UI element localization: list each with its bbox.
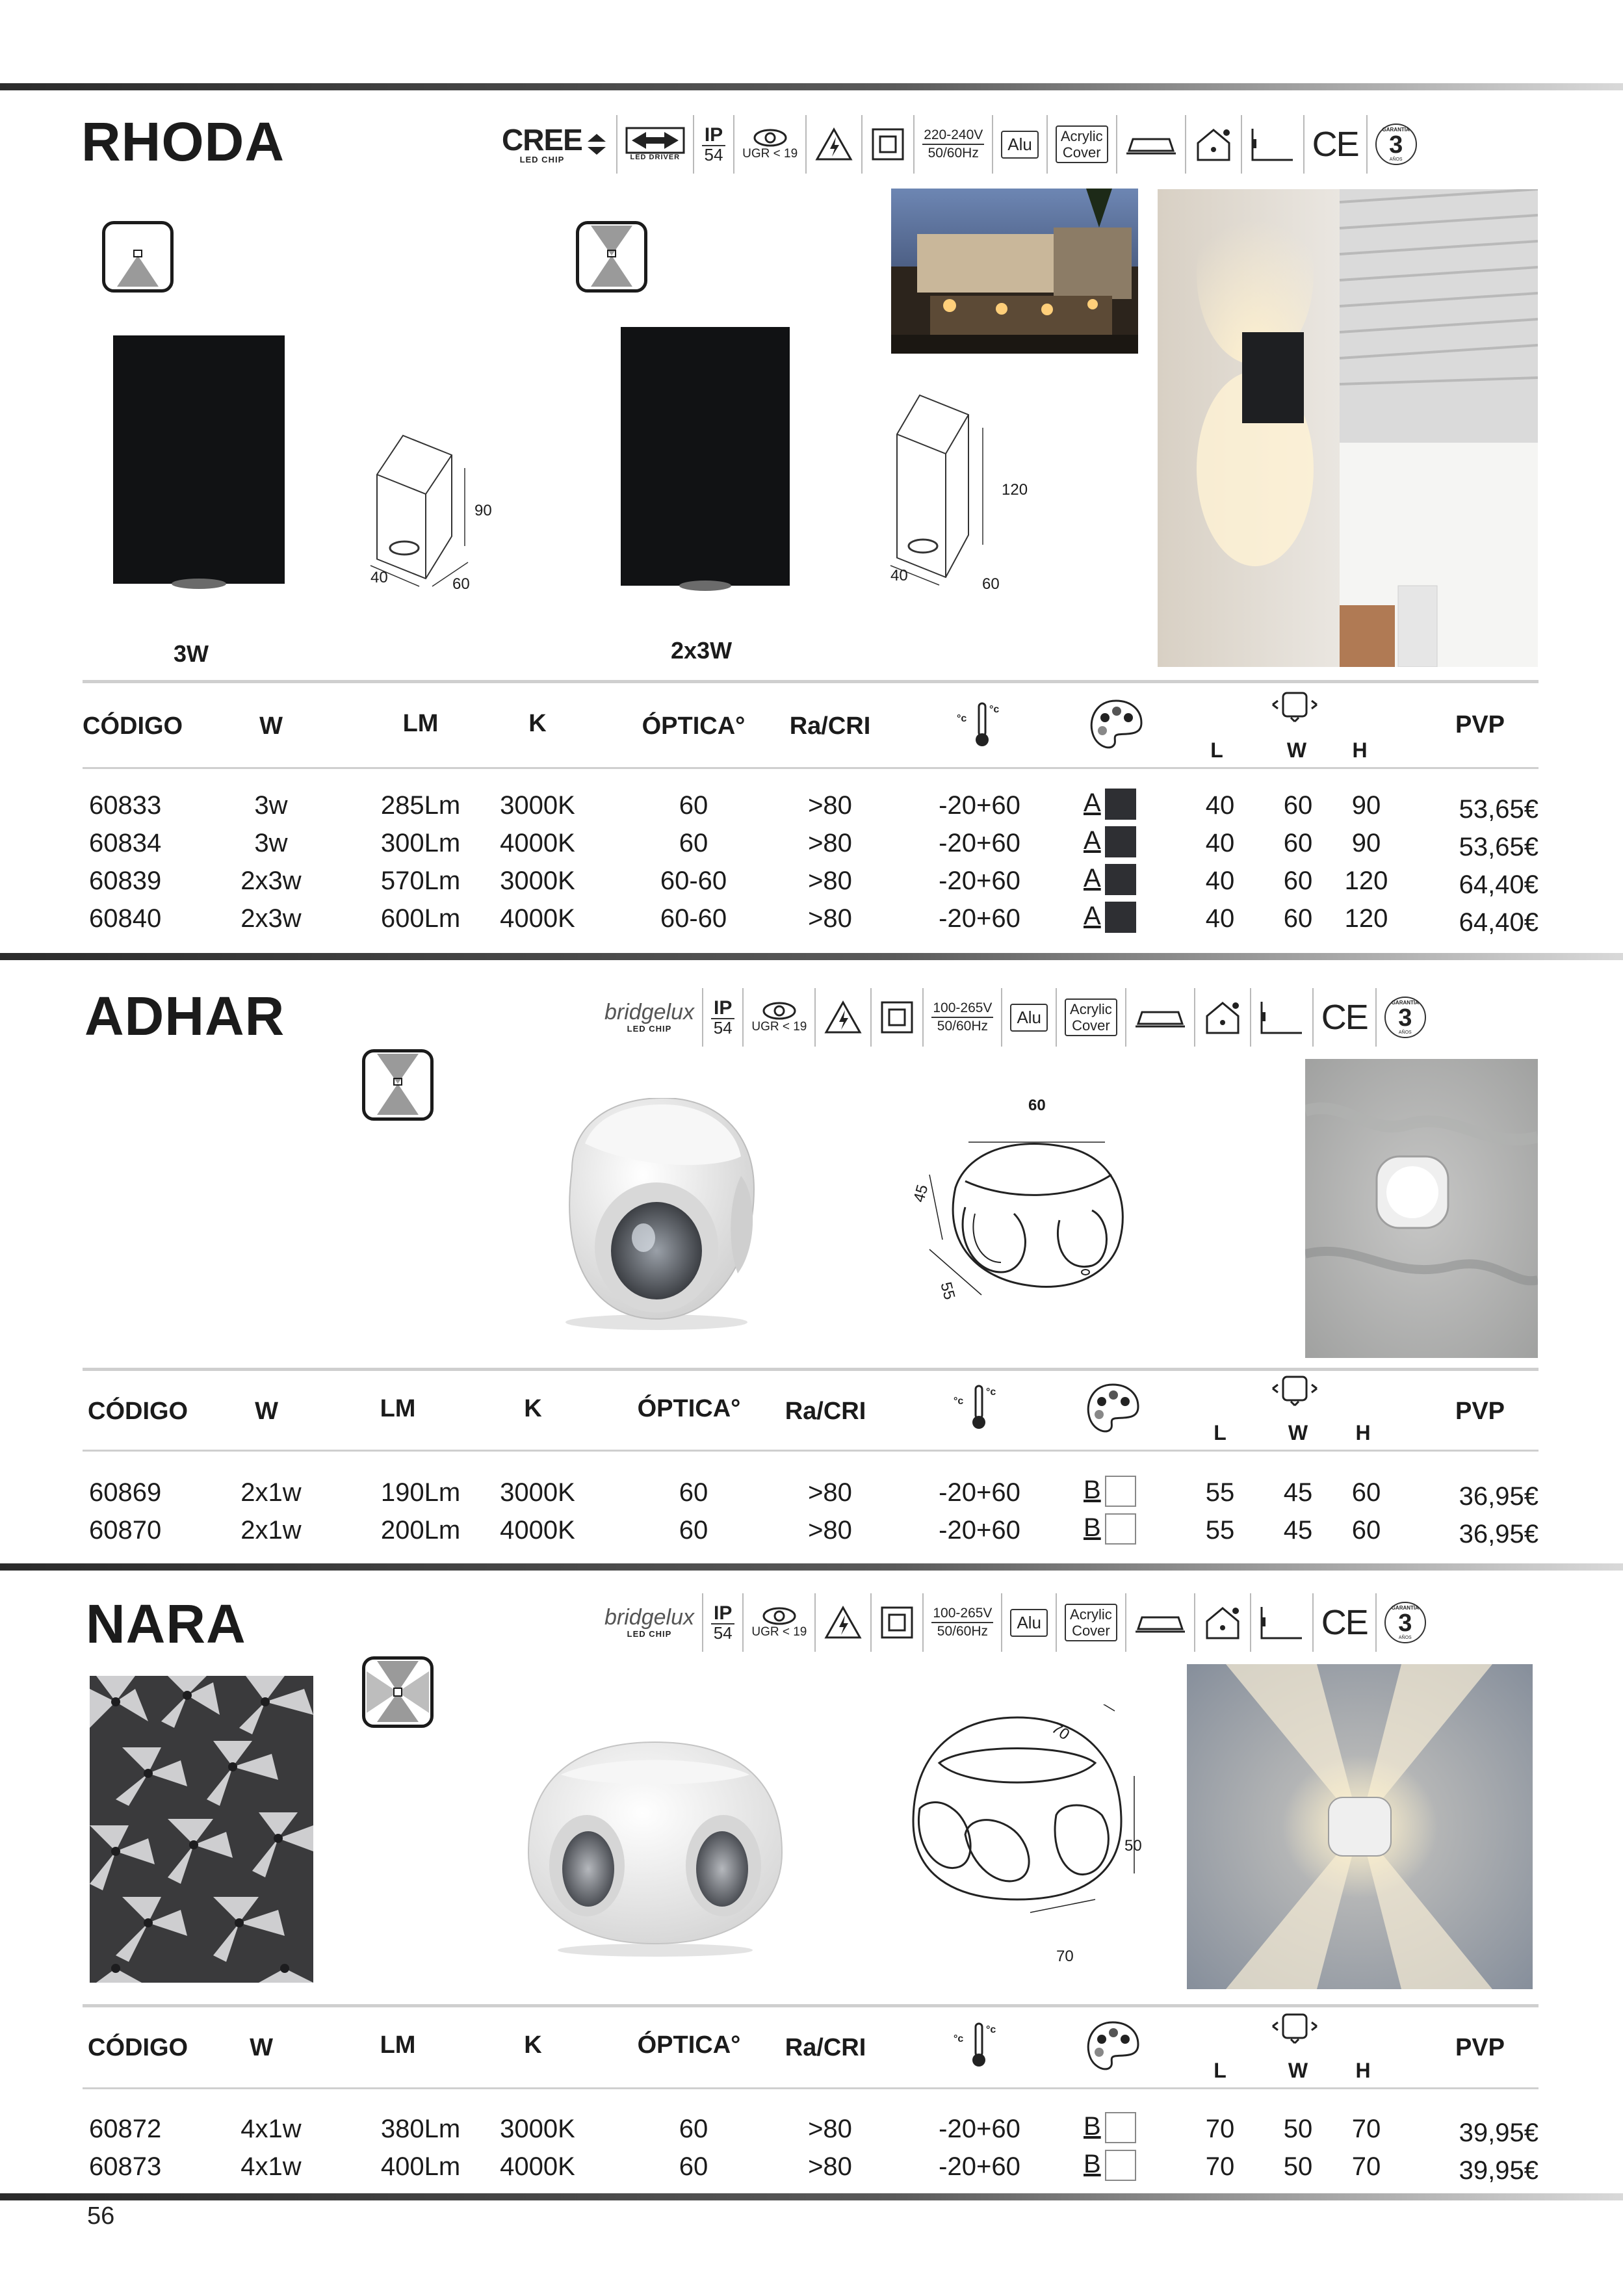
table-cell-finish	[1084, 1476, 1155, 1507]
table-cell-h: 70	[1351, 2152, 1381, 2181]
table-cell-optica: 60-60	[660, 867, 727, 895]
th-optica: ÓPTICA°	[642, 712, 746, 740]
table-cell-wd: 60	[1283, 867, 1313, 895]
adhar-dim-d: 45	[910, 1182, 932, 1205]
table-cell-ra: >80	[808, 2115, 852, 2143]
bridgelux-chip-icon: bridgelux LED CHIP	[597, 1593, 703, 1652]
table-cell-temp: -20+60	[939, 2152, 1020, 2181]
th-w: W	[259, 712, 283, 740]
th-ra: Ra/CRI	[785, 1398, 866, 1425]
indoor-outdoor-icon	[1186, 115, 1242, 174]
table-cell-finish	[1084, 789, 1155, 820]
table-cell-optica: 60	[679, 829, 708, 857]
eye-icon	[753, 128, 788, 148]
adhar-dim-w: 60	[1028, 1097, 1046, 1114]
table-cell-w: 2x1w	[240, 1478, 302, 1507]
finish-swatch	[1105, 826, 1136, 857]
rhoda-3w-product-image	[113, 335, 285, 589]
product-title-nara: NARA	[86, 1593, 246, 1654]
svg-text:°c: °c	[986, 2024, 996, 2035]
table-cell-h: 120	[1344, 867, 1388, 895]
table-cell-finish	[1084, 864, 1155, 895]
finish-swatch	[1105, 1476, 1136, 1507]
th-ra: Ra/CRI	[789, 712, 871, 740]
finish-palette-icon	[1087, 698, 1145, 759]
product-title-rhoda: RHODA	[81, 111, 285, 172]
finish-swatch	[1105, 789, 1136, 820]
nara-product-image	[515, 1736, 795, 1957]
table-cell-pvp: 36,95€	[1459, 1520, 1539, 1548]
adhar-dimension-drawing	[903, 1136, 1137, 1305]
th-lm: LM	[402, 710, 439, 737]
table-cell-optica: 60	[679, 791, 708, 820]
table-cell-codigo: 60869	[89, 1478, 162, 1507]
table-cell-codigo: 60840	[89, 904, 162, 933]
th-k: K	[524, 2031, 542, 2059]
nara-section	[0, 1571, 1623, 2193]
table-cell-lm: 570Lm	[380, 867, 461, 895]
rhoda-adhar-separator-bar	[0, 953, 1623, 960]
table-cell-ra: >80	[808, 904, 852, 933]
ip-rating-icon: IP 54	[694, 115, 734, 174]
table-cell-h: 120	[1344, 904, 1388, 933]
table-cell-pvp: 39,95€	[1459, 2119, 1539, 2147]
table-cell-lm: 380Lm	[380, 2115, 461, 2143]
rhoda-dim-large-w: 40	[890, 567, 908, 584]
acrylic-cover-icon: Acrylic Cover	[1057, 1593, 1126, 1652]
ip-rating-icon: IP 54	[703, 1593, 744, 1652]
table-cell-k: 3000K	[500, 791, 575, 820]
svg-text:°c: °c	[986, 1387, 996, 1398]
rhoda-spec-icons	[494, 113, 1425, 176]
adhar-spec-table	[83, 1368, 1539, 1563]
surface-mount-icon	[1126, 988, 1195, 1047]
adhar-nara-separator-bar	[0, 1563, 1623, 1571]
table-cell-k: 3000K	[500, 867, 575, 895]
th-w: W	[250, 2034, 273, 2061]
th-ra: Ra/CRI	[785, 2034, 866, 2061]
rhoda-2x3w-dimension-drawing	[884, 389, 1020, 597]
beam-down-icon	[102, 221, 174, 293]
nara-spec-icons	[597, 1591, 1434, 1654]
finish-palette-icon	[1084, 1382, 1142, 1443]
table-cell-ra: >80	[808, 2152, 852, 2181]
table-cell-wd: 60	[1283, 791, 1313, 820]
electric-warning-icon	[807, 115, 863, 174]
table-cell-l: 70	[1205, 2152, 1235, 2181]
table-cell-optica: 60-60	[660, 904, 727, 933]
table-cell-w: 3w	[254, 791, 288, 820]
th-optica: ÓPTICA°	[637, 1395, 741, 1422]
th-pvp: PVP	[1455, 2034, 1505, 2061]
ugr-eye-icon: UGR < 19	[744, 1593, 816, 1652]
rhoda-spec-table	[83, 680, 1539, 953]
table-cell-optica: 60	[679, 1516, 708, 1545]
rhoda-dim-large-d: 60	[982, 575, 1000, 593]
ce-mark-icon: CE	[1314, 988, 1377, 1047]
bridgelux-chip-icon: bridgelux LED CHIP	[597, 988, 703, 1047]
th-w: W	[255, 1398, 278, 1425]
table-cell-finish	[1084, 826, 1155, 857]
table-cell-finish	[1084, 902, 1155, 933]
table-cell-k: 3000K	[500, 1478, 575, 1507]
class-ii-icon	[872, 988, 924, 1047]
th-lm: LM	[380, 2031, 416, 2059]
table-cell-ra: >80	[808, 829, 852, 857]
table-cell-codigo: 60873	[89, 2152, 162, 2181]
table-cell-h: 60	[1351, 1516, 1381, 1545]
table-cell-pvp: 36,95€	[1459, 1482, 1539, 1511]
table-cell-pvp: 53,65€	[1459, 833, 1539, 861]
table-cell-codigo: 60870	[89, 1516, 162, 1545]
th-dim-w: W	[1288, 2059, 1308, 2082]
table-cell-h: 60	[1351, 1478, 1381, 1507]
table-cell-w: 2x3w	[240, 904, 302, 933]
nara-dim-d: 70	[1056, 1948, 1074, 1965]
finish-code: A	[1084, 789, 1101, 817]
cree-chip-icon: CREE LED CHIP	[494, 115, 617, 174]
table-cell-temp: -20+60	[939, 829, 1020, 857]
table-cell-codigo: 60872	[89, 2115, 162, 2143]
th-codigo: CÓDIGO	[88, 1398, 188, 1425]
th-codigo: CÓDIGO	[88, 2034, 188, 2061]
product-title-adhar: ADHAR	[84, 985, 285, 1047]
finish-swatch	[1105, 902, 1136, 933]
page-number: 56	[87, 2202, 115, 2230]
chevron-updown-icon	[585, 131, 608, 157]
nara-spec-table	[83, 2004, 1539, 2193]
table-cell-pvp: 39,95€	[1459, 2156, 1539, 2185]
beam-four-way-icon	[362, 1656, 434, 1728]
adhar-section	[0, 960, 1623, 1563]
th-pvp: PVP	[1455, 711, 1505, 738]
finish-swatch	[1105, 864, 1136, 895]
dimensions-box-icon	[1269, 686, 1321, 732]
rhoda-dim-small-w: 40	[370, 569, 388, 586]
driver-arrow-icon	[625, 127, 685, 154]
th-dim-l: L	[1210, 738, 1223, 762]
table-cell-codigo: 60839	[89, 867, 162, 895]
table-cell-l: 40	[1205, 867, 1235, 895]
table-cell-wd: 50	[1283, 2152, 1313, 2181]
th-dim-l: L	[1214, 1421, 1227, 1444]
finish-code: B	[1084, 2112, 1101, 2141]
table-cell-lm: 190Lm	[380, 1478, 461, 1507]
table-cell-optica: 60	[679, 1478, 708, 1507]
surface-mount-icon	[1126, 1593, 1195, 1652]
ugr-eye-icon: UGR < 19	[744, 988, 816, 1047]
table-cell-codigo: 60833	[89, 791, 162, 820]
voltage-icon: 220-240V 50/60Hz	[915, 115, 993, 174]
table-cell-finish	[1084, 2112, 1155, 2143]
alu-icon: Alu	[1002, 1593, 1057, 1652]
electric-warning-icon	[816, 1593, 872, 1652]
th-dim-l: L	[1214, 2059, 1227, 2082]
table-cell-temp: -20+60	[939, 2115, 1020, 2143]
table-cell-l: 55	[1205, 1516, 1235, 1545]
table-cell-l: 40	[1205, 904, 1235, 933]
nara-wall-glow-photo	[1187, 1664, 1533, 1989]
caption-2x3w: 2x3W	[671, 637, 733, 664]
table-cell-ra: >80	[808, 791, 852, 820]
finish-swatch	[1105, 1513, 1136, 1545]
table-cell-wd: 50	[1283, 2115, 1313, 2143]
voltage-icon: 100-265V 50/60Hz	[924, 1593, 1002, 1652]
table-cell-h: 70	[1351, 2115, 1381, 2143]
table-cell-finish	[1084, 1513, 1155, 1545]
svg-text:°c: °c	[957, 713, 967, 724]
beam-up-down-icon	[576, 221, 647, 293]
th-pvp: PVP	[1455, 1398, 1505, 1425]
table-cell-temp: -20+60	[939, 1478, 1020, 1507]
th-lm: LM	[380, 1395, 416, 1422]
indoor-outdoor-icon	[1195, 1593, 1251, 1652]
table-cell-temp: -20+60	[939, 791, 1020, 820]
table-cell-pvp: 64,40€	[1459, 870, 1539, 899]
th-codigo: CÓDIGO	[83, 712, 183, 740]
bottom-separator-bar	[0, 2193, 1623, 2200]
table-cell-h: 90	[1351, 791, 1381, 820]
alu-icon: Alu	[993, 115, 1048, 174]
table-cell-l: 40	[1205, 829, 1235, 857]
table-cell-w: 4x1w	[240, 2152, 302, 2181]
table-cell-lm: 400Lm	[380, 2152, 461, 2181]
table-cell-optica: 60	[679, 2152, 708, 2181]
rhoda-section	[0, 0, 1623, 953]
finish-code: B	[1084, 1513, 1101, 1542]
table-cell-wd: 60	[1283, 829, 1313, 857]
dimensions-box-icon	[1269, 1370, 1321, 1416]
acrylic-cover-icon: Acrylic Cover	[1048, 115, 1117, 174]
wall-mount-icon	[1251, 988, 1314, 1047]
voltage-icon: 100-265V 50/60Hz	[924, 988, 1002, 1047]
finish-code: B	[1084, 1476, 1101, 1504]
acrylic-cover-icon: Acrylic Cover	[1057, 988, 1126, 1047]
ip-rating-icon: IP 54	[703, 988, 744, 1047]
finish-code: A	[1084, 826, 1101, 855]
table-cell-temp: -20+60	[939, 867, 1020, 895]
table-cell-lm: 300Lm	[380, 829, 461, 857]
rhoda-wall-room-photo	[1158, 189, 1538, 667]
svg-text:°c: °c	[989, 704, 1000, 715]
table-cell-pvp: 64,40€	[1459, 908, 1539, 937]
table-cell-k: 4000K	[500, 1516, 575, 1545]
table-cell-temp: -20+60	[939, 904, 1020, 933]
nara-light-pattern-photo	[90, 1676, 313, 1983]
rhoda-dim-small-d: 60	[452, 575, 470, 593]
ce-mark-icon: CE	[1305, 115, 1368, 174]
warranty-3-years-icon: GARANTÍA 3 AÑOS	[1368, 115, 1425, 174]
warranty-3-years-icon: GARANTÍA 3 AÑOS	[1377, 1593, 1434, 1652]
table-cell-w: 4x1w	[240, 2115, 302, 2143]
led-driver-icon: LED DRIVER	[617, 115, 694, 174]
table-cell-l: 55	[1205, 1478, 1235, 1507]
temperature-icon	[954, 2018, 1006, 2077]
table-cell-wd: 60	[1283, 904, 1313, 933]
ce-mark-icon: CE	[1314, 1593, 1377, 1652]
rhoda-dim-small-h: 90	[474, 502, 492, 519]
th-dim-w: W	[1286, 738, 1307, 762]
ugr-eye-icon: UGR < 19	[734, 115, 807, 174]
finish-code: B	[1084, 2150, 1101, 2178]
th-k: K	[528, 710, 547, 737]
table-cell-ra: >80	[808, 1478, 852, 1507]
finish-palette-icon	[1084, 2020, 1142, 2081]
nara-dim-w: 70	[1048, 1719, 1073, 1744]
table-cell-wd: 45	[1283, 1516, 1313, 1545]
table-cell-optica: 60	[679, 2115, 708, 2143]
table-cell-lm: 600Lm	[380, 904, 461, 933]
table-cell-k: 4000K	[500, 829, 575, 857]
finish-swatch	[1105, 2150, 1136, 2181]
table-cell-lm: 285Lm	[380, 791, 461, 820]
th-optica: ÓPTICA°	[637, 2031, 741, 2059]
indoor-outdoor-icon	[1195, 988, 1251, 1047]
th-dim-h: H	[1355, 1421, 1371, 1444]
temperature-icon	[954, 1381, 1006, 1439]
wall-mount-icon	[1242, 115, 1305, 174]
svg-text:°c: °c	[954, 2033, 964, 2044]
temperature-icon	[957, 698, 1009, 757]
electric-warning-icon	[816, 988, 872, 1047]
table-cell-codigo: 60834	[89, 829, 162, 857]
rhoda-outdoor-night-photo	[891, 189, 1138, 354]
table-cell-pvp: 53,65€	[1459, 795, 1539, 824]
dimensions-box-icon	[1269, 2008, 1321, 2054]
warranty-3-years-icon: GARANTÍA 3 AÑOS	[1377, 988, 1434, 1047]
beam-up-down-icon	[362, 1049, 434, 1121]
alu-icon: Alu	[1002, 988, 1057, 1047]
table-cell-lm: 200Lm	[380, 1516, 461, 1545]
class-ii-icon	[872, 1593, 924, 1652]
table-cell-w: 2x3w	[240, 867, 302, 895]
nara-dimension-drawing	[900, 1704, 1154, 1919]
table-cell-l: 40	[1205, 791, 1235, 820]
th-dim-h: H	[1352, 738, 1368, 762]
table-cell-finish	[1084, 2150, 1155, 2181]
rhoda-dim-large-h: 120	[1002, 481, 1028, 499]
th-dim-w: W	[1288, 1421, 1308, 1444]
nara-dim-h: 50	[1124, 1837, 1142, 1855]
table-cell-w: 2x1w	[240, 1516, 302, 1545]
table-cell-temp: -20+60	[939, 1516, 1020, 1545]
caption-3w: 3W	[174, 640, 209, 667]
table-cell-wd: 45	[1283, 1478, 1313, 1507]
table-cell-h: 90	[1351, 829, 1381, 857]
table-cell-l: 70	[1205, 2115, 1235, 2143]
finish-code: A	[1084, 864, 1101, 893]
rhoda-2x3w-product-image	[621, 327, 790, 592]
th-dim-h: H	[1355, 2059, 1371, 2082]
eye-icon	[762, 1001, 797, 1021]
surface-mount-icon	[1117, 115, 1186, 174]
finish-swatch	[1105, 2112, 1136, 2143]
table-cell-k: 3000K	[500, 2115, 575, 2143]
table-cell-ra: >80	[808, 867, 852, 895]
table-cell-k: 4000K	[500, 904, 575, 933]
wall-mount-icon	[1251, 1593, 1314, 1652]
eye-icon	[762, 1606, 797, 1626]
adhar-spec-icons	[597, 986, 1434, 1049]
adhar-wall-photo	[1305, 1059, 1538, 1358]
adhar-dim-h: 55	[937, 1280, 959, 1302]
table-cell-ra: >80	[808, 1516, 852, 1545]
adhar-product-image	[533, 1098, 780, 1332]
class-ii-icon	[863, 115, 915, 174]
finish-code: A	[1084, 902, 1101, 930]
svg-text:°c: °c	[954, 1396, 964, 1407]
th-k: K	[524, 1395, 542, 1422]
table-cell-k: 4000K	[500, 2152, 575, 2181]
table-cell-w: 3w	[254, 829, 288, 857]
